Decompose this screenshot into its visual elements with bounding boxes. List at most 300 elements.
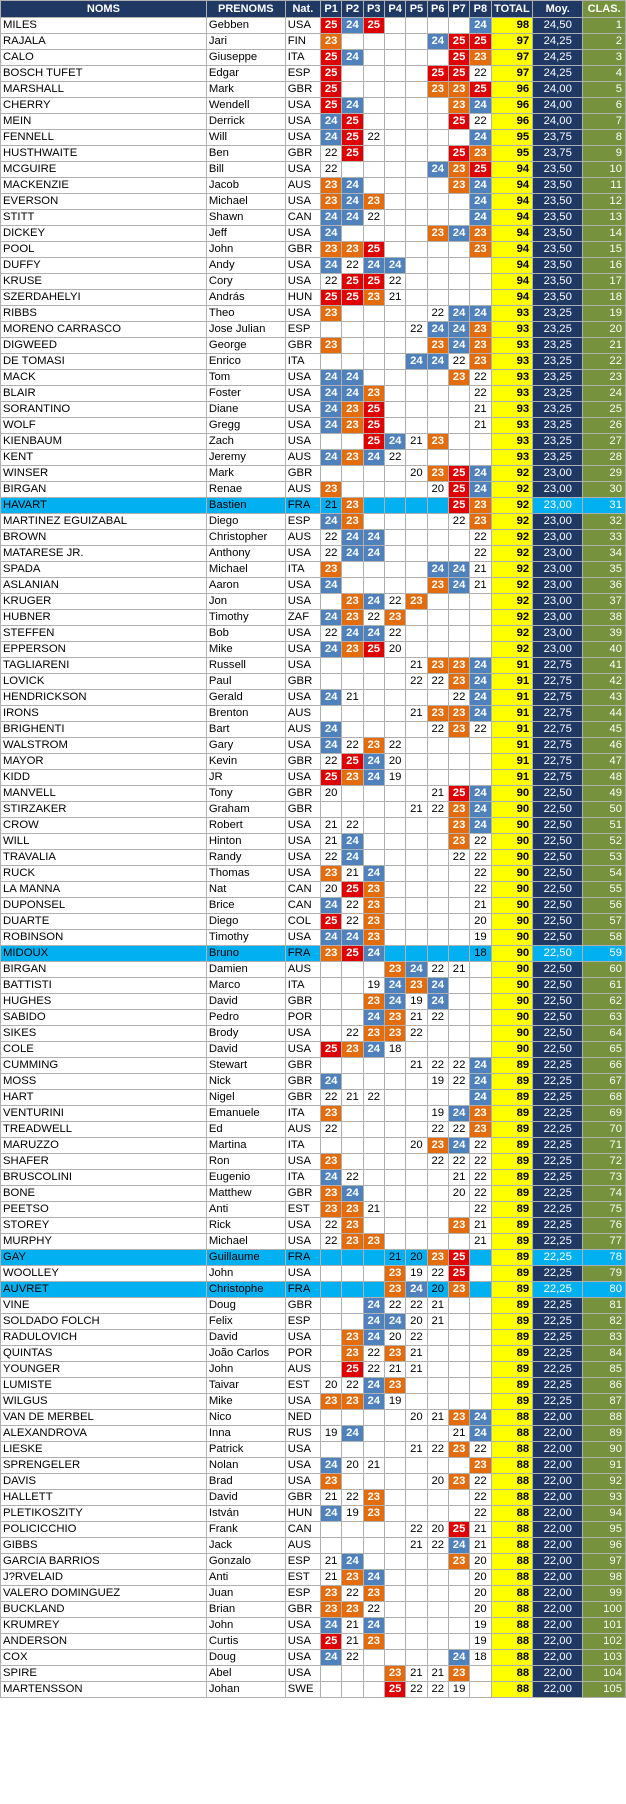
player-last-name: BRUSCOLINI [1,1170,207,1186]
score-p2: 25 [342,882,363,898]
rank: 102 [583,1634,626,1650]
player-last-name: STOREY [1,1218,207,1234]
score-p2: 25 [342,1362,363,1378]
score-average: 23,50 [533,242,583,258]
score-p1: 24 [320,258,341,274]
header-p4: P4 [384,1,405,18]
score-total: 91 [491,674,533,690]
score-average: 22,00 [533,1570,583,1586]
rank: 24 [583,386,626,402]
score-p7 [448,290,469,306]
score-p3: 24 [363,946,384,962]
score-p2: 23 [342,1602,363,1618]
score-p1 [320,994,341,1010]
score-p4: 22 [384,450,405,466]
score-p1: 21 [320,834,341,850]
score-p8: 22 [470,1442,491,1458]
score-p4 [384,802,405,818]
score-p7: 20 [448,1186,469,1202]
header-prenoms: PRENOMS [206,1,285,18]
score-p2: 24 [342,930,363,946]
player-nationality: AUS [285,1122,320,1138]
table-row [1,162,626,178]
score-total: 91 [491,722,533,738]
score-p4 [384,1538,405,1554]
rank: 67 [583,1074,626,1090]
score-p6: 23 [427,226,448,242]
player-nationality: ITA [285,978,320,994]
score-p5 [406,1602,427,1618]
player-nationality: USA [285,1026,320,1042]
score-p8: 24 [470,1410,491,1426]
score-total: 90 [491,898,533,914]
score-p8: 22 [470,1506,491,1522]
table-row [1,66,626,82]
score-p6 [427,50,448,66]
score-p8 [470,1010,491,1026]
score-p4 [384,370,405,386]
score-p8: 24 [470,690,491,706]
score-total: 88 [491,1650,533,1666]
score-p5 [406,1554,427,1570]
score-p6: 20 [427,482,448,498]
score-p4 [384,306,405,322]
score-total: 89 [491,1170,533,1186]
player-first-name: John [206,242,285,258]
player-first-name: Gregg [206,418,285,434]
player-nationality: AUS [285,1538,320,1554]
score-p1: 23 [320,1474,341,1490]
score-p4: 24 [384,978,405,994]
score-average: 22,00 [533,1474,583,1490]
table-row [1,1570,626,1586]
player-last-name: GIBBS [1,1538,207,1554]
score-p6 [427,1042,448,1058]
score-p4 [384,66,405,82]
score-p6: 20 [427,1474,448,1490]
score-p2 [342,306,363,322]
score-p7: 21 [448,1426,469,1442]
score-p8 [470,642,491,658]
score-p3: 22 [363,210,384,226]
score-p6 [427,1330,448,1346]
score-p5 [406,338,427,354]
rank: 61 [583,978,626,994]
score-p1: 24 [320,738,341,754]
score-p5 [406,930,427,946]
header-p7: P7 [448,1,469,18]
player-first-name: Michael [206,1234,285,1250]
score-p4: 23 [384,1346,405,1362]
score-p8 [470,1394,491,1410]
score-p8: 24 [470,658,491,674]
player-last-name: MAYOR [1,754,207,770]
score-p5 [406,642,427,658]
score-average: 23,00 [533,594,583,610]
score-p5 [406,722,427,738]
rank: 6 [583,98,626,114]
score-p5 [406,578,427,594]
player-nationality: EST [285,1378,320,1394]
player-last-name: LOVICK [1,674,207,690]
player-last-name: AUVRET [1,1282,207,1298]
score-average: 22,00 [533,1650,583,1666]
table-row [1,1554,626,1570]
score-p2: 23 [342,610,363,626]
score-total: 92 [491,562,533,578]
score-p7: 21 [448,1170,469,1186]
score-p7 [448,1490,469,1506]
player-last-name: MARUZZO [1,1138,207,1154]
score-p1 [320,802,341,818]
player-nationality: FRA [285,1282,320,1298]
score-p6 [427,1234,448,1250]
score-p6 [427,626,448,642]
score-average: 23,50 [533,178,583,194]
score-p4 [384,898,405,914]
score-p5: 24 [406,354,427,370]
score-p7 [448,18,469,34]
score-p8: 21 [470,898,491,914]
score-total: 92 [491,626,533,642]
score-p3 [363,578,384,594]
score-p1: 23 [320,482,341,498]
player-first-name: Bart [206,722,285,738]
rank: 22 [583,354,626,370]
score-p2: 22 [342,1490,363,1506]
player-last-name: MIDOUX [1,946,207,962]
score-total: 89 [491,1122,533,1138]
score-p2 [342,162,363,178]
score-p8: 22 [470,722,491,738]
player-first-name: Taivar [206,1378,285,1394]
score-p7: 22 [448,354,469,370]
table-row [1,354,626,370]
score-p3 [363,370,384,386]
player-last-name: KENT [1,450,207,466]
score-total: 89 [491,1394,533,1410]
player-last-name: DICKEY [1,226,207,242]
score-p3: 23 [363,1490,384,1506]
rank: 88 [583,1410,626,1426]
player-nationality: GBR [285,1090,320,1106]
score-p8: 24 [470,466,491,482]
score-p7: 24 [448,1138,469,1154]
table-row [1,1634,626,1650]
player-nationality: AUS [285,450,320,466]
player-first-name: Shawn [206,210,285,226]
score-p4 [384,242,405,258]
score-p5 [406,1202,427,1218]
player-last-name: QUINTAS [1,1346,207,1362]
rank: 89 [583,1426,626,1442]
score-p7: 23 [448,98,469,114]
rank: 33 [583,530,626,546]
player-first-name: István [206,1506,285,1522]
score-p6 [427,1490,448,1506]
score-p3 [363,1442,384,1458]
player-first-name: Ron [206,1154,285,1170]
player-last-name: PEETSO [1,1202,207,1218]
score-p6 [427,1090,448,1106]
rank: 49 [583,786,626,802]
rank: 71 [583,1138,626,1154]
player-first-name: Paul [206,674,285,690]
score-p1: 20 [320,882,341,898]
score-p6 [427,418,448,434]
player-first-name: Inna [206,1426,285,1442]
player-first-name: Anthony [206,546,285,562]
score-p8: 23 [470,50,491,66]
score-p5 [406,1218,427,1234]
score-p1: 23 [320,194,341,210]
score-p6 [427,210,448,226]
table-row [1,1474,626,1490]
score-p2: 22 [342,1170,363,1186]
score-p7: 24 [448,226,469,242]
score-p5 [406,226,427,242]
score-average: 22,25 [533,1346,583,1362]
score-p5 [406,514,427,530]
score-p6 [427,130,448,146]
score-p2: 24 [342,626,363,642]
score-p5 [406,738,427,754]
score-p6 [427,1218,448,1234]
player-nationality: USA [285,162,320,178]
player-first-name: András [206,290,285,306]
rank: 43 [583,690,626,706]
score-p4: 23 [384,1010,405,1026]
score-average: 23,50 [533,162,583,178]
rank: 18 [583,290,626,306]
score-total: 93 [491,434,533,450]
score-p5 [406,754,427,770]
score-p5: 21 [406,1666,427,1682]
score-p7 [448,1298,469,1314]
score-p3 [363,658,384,674]
score-p8: 20 [470,914,491,930]
score-p8: 21 [470,578,491,594]
score-p8: 22 [470,834,491,850]
score-p4: 22 [384,274,405,290]
rank: 79 [583,1266,626,1282]
score-p5 [406,898,427,914]
score-p7: 22 [448,514,469,530]
table-row [1,610,626,626]
player-nationality: GBR [285,1074,320,1090]
score-p3 [363,1682,384,1698]
score-p2 [342,1154,363,1170]
score-p6 [427,930,448,946]
score-p6 [427,402,448,418]
score-total: 91 [491,738,533,754]
score-p1: 22 [320,162,341,178]
score-p3: 19 [363,978,384,994]
score-p1: 22 [320,546,341,562]
score-p8: 23 [470,338,491,354]
score-p2: 24 [342,386,363,402]
score-p2: 24 [342,18,363,34]
score-p8: 22 [470,370,491,386]
score-p4: 24 [384,1314,405,1330]
score-average: 22,50 [533,866,583,882]
rank: 44 [583,706,626,722]
score-p4 [384,34,405,50]
score-p4 [384,658,405,674]
score-p3: 24 [363,1010,384,1026]
score-p5 [406,242,427,258]
score-total: 90 [491,786,533,802]
score-p4 [384,1058,405,1074]
player-last-name: HUBNER [1,610,207,626]
header-nat: Nat. [285,1,320,18]
score-p3: 24 [363,594,384,610]
player-last-name: CUMMING [1,1058,207,1074]
score-p5 [406,1570,427,1586]
table-row [1,754,626,770]
score-average: 22,25 [533,1186,583,1202]
player-nationality: USA [285,226,320,242]
score-p3 [363,962,384,978]
score-p6 [427,242,448,258]
score-p5 [406,770,427,786]
score-p4 [384,1586,405,1602]
score-p7 [448,1394,469,1410]
score-p2 [342,1314,363,1330]
table-row [1,1234,626,1250]
score-p4 [384,1522,405,1538]
table-row [1,226,626,242]
player-first-name: John [206,1618,285,1634]
score-p4 [384,834,405,850]
score-average: 22,25 [533,1138,583,1154]
player-first-name: Timothy [206,610,285,626]
player-last-name: HALLETT [1,1490,207,1506]
player-first-name: David [206,1330,285,1346]
score-p7: 22 [448,690,469,706]
score-average: 22,50 [533,930,583,946]
score-p1: 21 [320,498,341,514]
score-p1: 24 [320,1458,341,1474]
score-average: 22,25 [533,1394,583,1410]
table-row [1,466,626,482]
score-p1: 25 [320,98,341,114]
score-p4 [384,498,405,514]
score-p8: 24 [470,18,491,34]
rank: 68 [583,1090,626,1106]
table-row [1,1682,626,1698]
score-p4 [384,114,405,130]
score-p7 [448,1458,469,1474]
player-nationality: USA [285,1650,320,1666]
score-p5: 21 [406,1346,427,1362]
score-p3 [363,1218,384,1234]
rank: 27 [583,434,626,450]
score-p1: 25 [320,770,341,786]
score-p8 [470,754,491,770]
score-p4: 23 [384,1266,405,1282]
table-row [1,50,626,66]
score-p6: 22 [427,1154,448,1170]
score-p7 [448,642,469,658]
table-row [1,546,626,562]
score-average: 23,00 [533,626,583,642]
score-total: 90 [491,850,533,866]
score-average: 22,50 [533,1042,583,1058]
score-average: 22,00 [533,1458,583,1474]
rank: 63 [583,1010,626,1026]
score-p2: 22 [342,914,363,930]
score-p4 [384,706,405,722]
score-p1: 25 [320,914,341,930]
rank: 94 [583,1506,626,1522]
player-first-name: Patrick [206,1442,285,1458]
player-first-name: Mark [206,82,285,98]
player-first-name: Anti [206,1202,285,1218]
score-p3 [363,1282,384,1298]
score-p4 [384,930,405,946]
score-total: 88 [491,1474,533,1490]
player-first-name: Doug [206,1650,285,1666]
score-average: 22,00 [533,1442,583,1458]
player-first-name: Jack [206,1538,285,1554]
score-p7 [448,1362,469,1378]
score-p8: 22 [470,1138,491,1154]
score-p4 [384,1490,405,1506]
score-p7: 25 [448,50,469,66]
rank: 41 [583,658,626,674]
table-row [1,834,626,850]
score-p2: 24 [342,850,363,866]
player-last-name: YOUNGER [1,1362,207,1378]
score-p5 [406,914,427,930]
score-total: 89 [491,1346,533,1362]
score-p6 [427,882,448,898]
score-p8: 22 [470,114,491,130]
score-p4: 24 [384,434,405,450]
score-p5 [406,1122,427,1138]
score-p1: 24 [320,1618,341,1634]
player-last-name: MARTINEZ EGUIZABAL [1,514,207,530]
score-p1: 24 [320,114,341,130]
score-p8 [470,1042,491,1058]
rank: 4 [583,66,626,82]
table-row [1,450,626,466]
score-average: 22,50 [533,882,583,898]
score-p5 [406,1154,427,1170]
score-p6 [427,1506,448,1522]
score-p8: 22 [470,1186,491,1202]
player-last-name: BIRGAN [1,962,207,978]
score-p7 [448,914,469,930]
score-p3 [363,114,384,130]
score-average: 23,50 [533,258,583,274]
player-first-name: Diego [206,914,285,930]
score-p5: 21 [406,1058,427,1074]
rank: 82 [583,1314,626,1330]
score-p2 [342,1298,363,1314]
table-row [1,1218,626,1234]
score-p3 [363,802,384,818]
score-p6 [427,258,448,274]
score-p5 [406,818,427,834]
player-first-name: Robert [206,818,285,834]
player-nationality: AUS [285,178,320,194]
rank: 36 [583,578,626,594]
player-nationality: AUS [285,530,320,546]
table-row [1,1346,626,1362]
score-p5 [406,66,427,82]
